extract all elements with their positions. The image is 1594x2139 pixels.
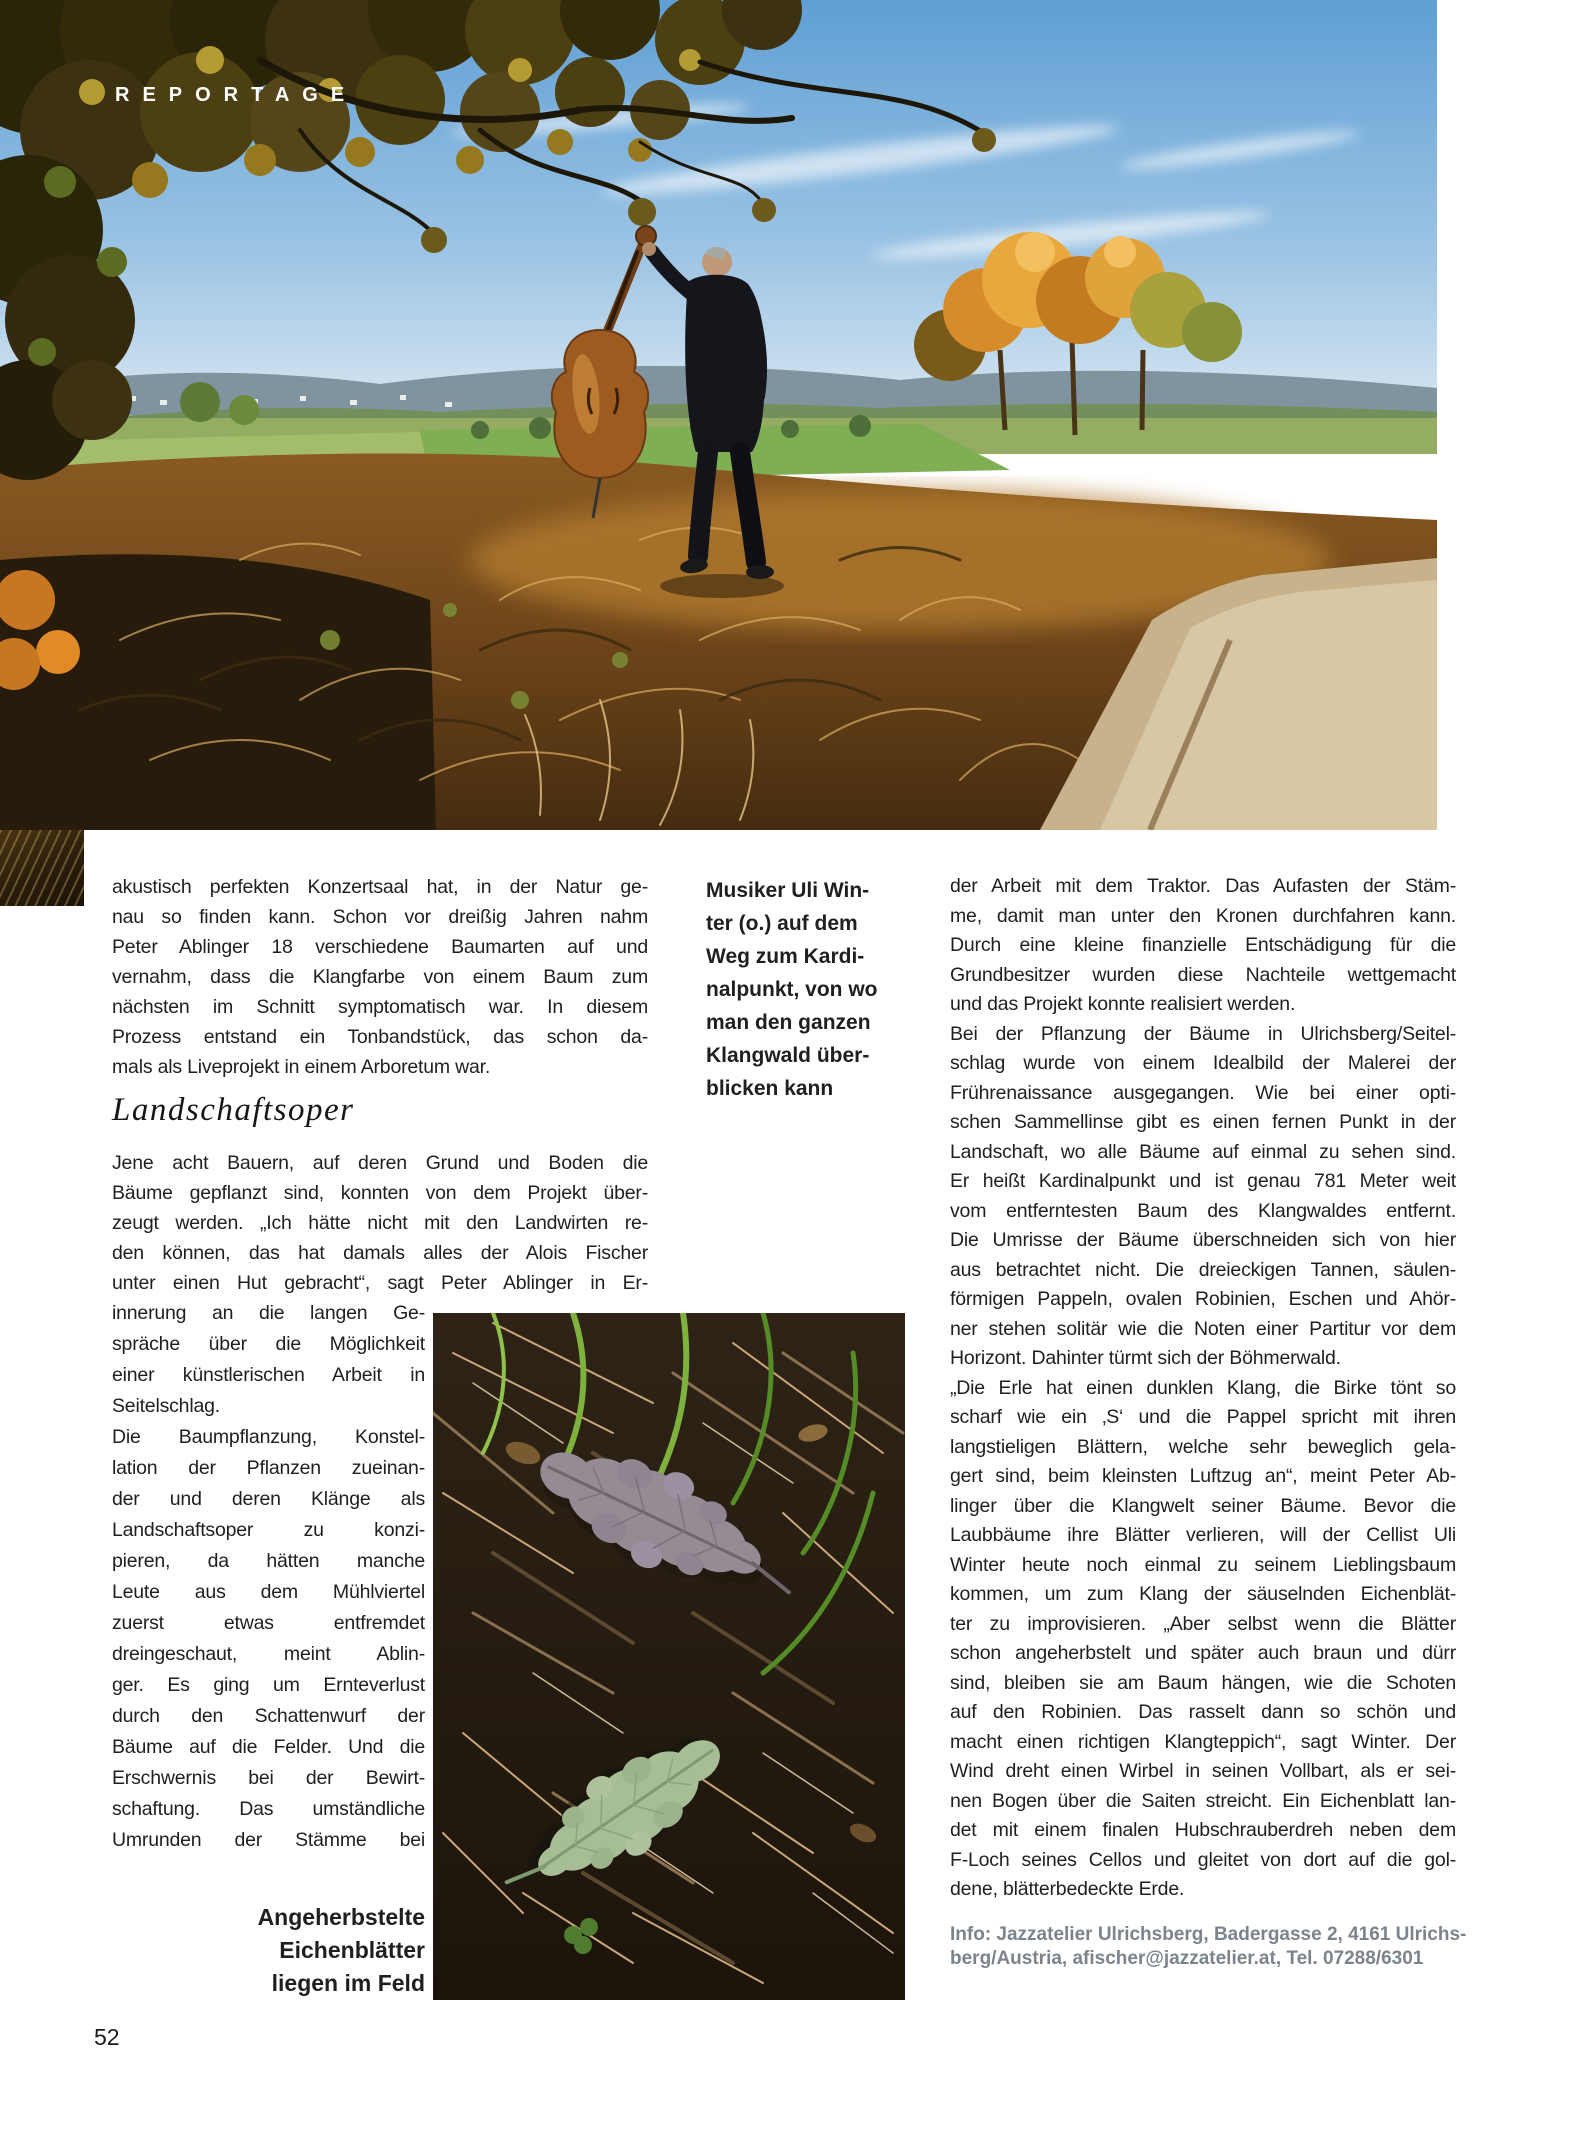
hero-photo [0,0,1437,830]
article-paragraph-intro: akustisch perfekten Konzertsaal hat, in der Natur ge- nau so finden kann. Schon vor dreißig Jahren nahm Peter Ablinger 18 verschiedene Baumarten auf und vernahm, dass die Klangfarbe von einem Baum zum nächsten im Schnitt symptomatisch war. In diesem Prozess entstand ein Tonbandstück, das schon da- mals als Liveprojekt in einem Arboretum war. [112,876,648,1078]
article-column-right: der Arbeit mit dem Traktor. Das Aufasten der Stäm- me, damit man unter den Kronen durchfahren kann. Durch eine kleine finanzielle Entschädigung für die Grundbesitzer wurden diese Nachteile wettgemacht und das Projekt konnte realisiert werden. Bei der Pflanzung der Bäume in Ulrichsberg/Seitel- schlag wurde von einem Idealbild der Malerei der Frührenaissance ausgegangen. Wie bei einer opti- schen Sammellinse gibt es einen fernen Punkt in der Landschaft, wo alle Bäume auf einmal zu sehen sind. Er heißt Kardinalpunkt und ist genau 781 Meter weit vom entferntesten Baum des Klangwaldes entfernt. Die Umrisse der Bäume überschneiden sich von hier aus betrachtet nicht. Die dreieckigen Tannen, säulen- förmigen Pappeln, ovalen Robinien, Eschen und Ahör- ner stehen solitär wie die Noten einer Partitur vor dem Horizont. Dahinter türmt sich der Böhmerwald. „Die Erle hat einen dunklen Klang, die Birke tönt so scharf wie ein ‚S‘ und die Pappel spricht mit ihren langstieligen Blättern, welche sehr beweglich gela- gert sind, beim kleinsten Luftzug an“, meint Peter Ab- linger über die Klangwelt seiner Bäume. Bevor die Laubbäume ihre Blätter verlieren, will der Cellist Uli Winter heute noch einmal zu seinem Lieblingsbaum kommen, um zum Klang der säuselnden Eichenblät- ter zu improvisieren. „Aber selbst wenn die Blätter schon angeherbstelt und später auch braun und dürr sind, bleiben sie am Baum hängen, wie die Schoten auf den Robinien. Das rasselt dann so schön und macht einen richtigen Klangteppich“, sagt Winter. Der Wind dreht einen Wirbel in seinen Vollbart, als er sei- nen Bogen über die Saiten streicht. Ein Eichenblatt lan- det mit einem finalen Hubschrauberdreh neben dem F-Loch seines Cellos und gleitet von dort auf die gol- dene, blätterbedeckte Erde. [950,875,1456,1900]
article-paragraph-narrow: innerung an die langen Ge- spräche über die Möglichkeit einer künstlerischen Arbeit in Seitelschlag. Die Baumpflanzung, Konstel- lation der Pflanzen zueinan- der und deren Klänge als Landschaftsoper zu konzi- pieren, da hätten manche Leute aus dem Mühlviertel zuerst etwas entfremdet dreingeschaut, meint Ablin- ger. Es ging um Ernteverlust durch den Schattenwurf der Bäume auf die Felder. Und die Erschwernis bei der Bewirt- schaftung. Das umständliche Umrunden der Stämme bei [112,1302,425,1851]
leaf-photo-caption: Angeherbstelte Eichenblätter liegen im Feld [257,1904,425,1996]
leaf-photo-illustration [433,1313,905,2000]
page-number: 52 [94,2024,120,2050]
leaf-photo [433,1313,905,2000]
hero-photo-illustration [0,0,1437,830]
info-box: Info: Jazzatelier Ulrichsberg, Badergasse 2, 4161 Ulrichs- berg/Austria, afischer@jazzatelier.at, Tel. 07288/6301 [950,1924,1467,1969]
article-paragraph-wide: Jene acht Bauern, auf deren Grund und Boden die Bäume gepflanzt sind, konnten von dem Projekt über- zeugt werden. „Ich hätte nicht mit den Landwirten re- den können, das hat damals alles der Alois Fischer unter einen Hut gebracht“, sagt Peter Ablinger in Er- [112,1152,648,1294]
hero-photo-edge [0,830,84,906]
hero-photo-caption: Musiker Uli Win- ter (o.) auf dem Weg zum Kardi- nalpunkt, von wo man den ganzen Klangwald über- blicken kann [706,879,878,1100]
section-heading: Landschaftsoper [112,1092,355,1128]
kicker: REPORTAGE [115,84,358,106]
